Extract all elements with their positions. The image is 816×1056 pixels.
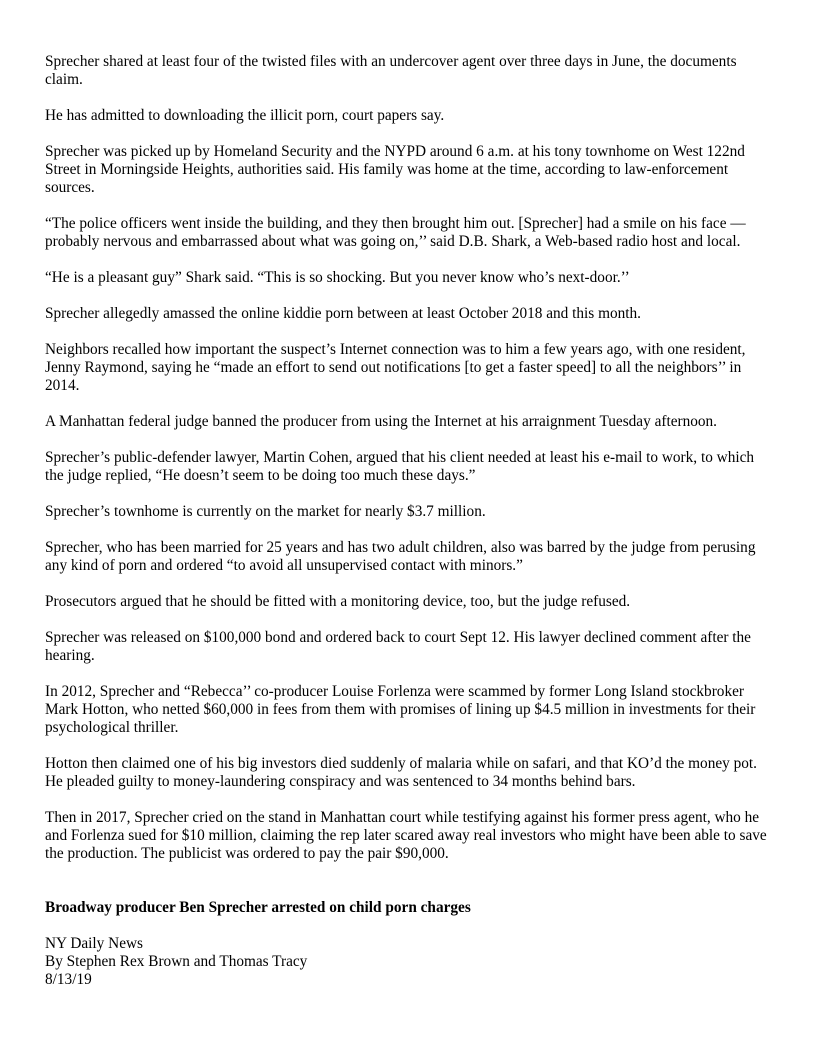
article-credits: [45, 935, 775, 989]
document-page: [45, 53, 775, 989]
paragraph: “He is a pleasant guy” Shark said. “This is so shocking. But you never know who’s next-door.’’: [45, 269, 630, 286]
paragraph: Sprecher allegedly amassed the online kiddie porn between at least October 2018 and this month.: [45, 305, 641, 322]
paragraph: Sprecher was released on $100,000 bond and ordered back to court Sept 12. His lawyer declined comment after the hearing.: [45, 629, 751, 664]
paragraph: Sprecher was picked up by Homeland Security and the NYPD around 6 a.m. at his tony townhome on West 122nd Street in Morningside Heights, authorities said. His family was home at the time, according to law-enforcement sources.: [45, 143, 745, 196]
paragraph: Sprecher, who has been married for 25 years and has two adult children, also was barred by the judge from perusing any kind of porn and ordered “to avoid all unsupervised contact with minors.”: [45, 539, 756, 574]
article-headline: Broadway producer Ben Sprecher arrested on child porn charges: [45, 899, 471, 916]
paragraph: A Manhattan federal judge banned the producer from using the Internet at his arraignment Tuesday afternoon.: [45, 413, 718, 430]
paragraph: Sprecher’s townhome is currently on the market for nearly $3.7 million.: [45, 503, 486, 520]
paragraph: He has admitted to downloading the illicit porn, court papers say.: [45, 107, 445, 124]
publication-name: NY Daily News: [45, 935, 143, 952]
byline: By Stephen Rex Brown and Thomas Tracy: [45, 953, 308, 970]
paragraph: In 2012, Sprecher and “Rebecca’’ co-producer Louise Forlenza were scammed by former Long Island stockbroker Mark Hotton, who netted $60,000 in fees from them with promises of lining up $4.5 million in investments for their psychological thriller.: [45, 683, 756, 736]
paragraph: Prosecutors argued that he should be fitted with a monitoring device, too, but the judge refused.: [45, 593, 631, 610]
paragraph: “The police officers went inside the building, and they then brought him out. [Sprecher] had a smile on his face — probably nervous and embarrassed about what was going on,’’ said D.B. Shark, a Web-based radio host and local.: [45, 215, 746, 250]
paragraph: Hotton then claimed one of his big investors died suddenly of malaria while on safari, and that KO’d the money pot. He pleaded guilty to money-laundering conspiracy and was sentenced to 34 months behind bars.: [45, 755, 757, 790]
publication-date: 8/13/19: [45, 971, 92, 988]
paragraph: Then in 2017, Sprecher cried on the stand in Manhattan court while testifying against his former press agent, who he and Forlenza sued for $10 million, claiming the rep later scared away real investors who might have been able to save the production. The publicist was ordered to pay the pair $90,000.: [45, 809, 767, 862]
paragraph: Neighbors recalled how important the suspect’s Internet connection was to him a few years ago, with one resident, Jenny Raymond, saying he “made an effort to send out notifications [to get a faster speed] to all the neighbors’’ in 2014.: [45, 341, 746, 394]
paragraph: Sprecher’s public-defender lawyer, Martin Cohen, argued that his client needed at least his e-mail to work, to which the judge replied, “He doesn’t seem to be doing too much these days.”: [45, 449, 755, 484]
paragraph: Sprecher shared at least four of the twisted files with an undercover agent over three days in June, the documents claim.: [45, 53, 737, 88]
